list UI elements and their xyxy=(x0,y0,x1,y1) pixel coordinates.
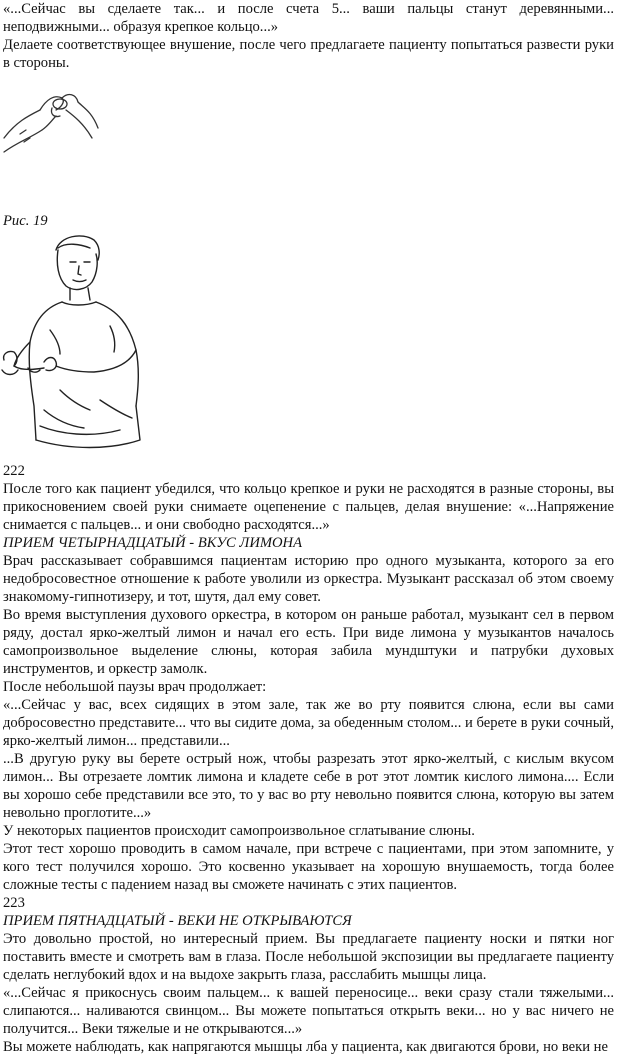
paragraph: Это довольно простой, но интересный прием. Вы предлагаете пациенту носки и пятки ног поставить вместе и смотреть вам в глаза. После небольшой экспозиции вы предлагаете пациенту сделать неглубокий вдох и на выдохе закрыть глаза, расслабить мышцы лица. xyxy=(3,931,614,983)
paragraph: У некоторых пациентов происходит самопроизвольное сглатывание слюны. xyxy=(3,823,475,839)
paragraph: «...Сейчас у вас, всех сидящих в этом зале, так же во рту появится слюна, если вы сами добросовестно представите... что вы сидите дома, за обеденным столом... и берете в руки сочный, ярко-желтый лимон... представили... xyxy=(3,697,614,749)
section-heading: ПРИЕМ ЧЕТЫРНАДЦАТЫЙ - ВКУС ЛИМОНА xyxy=(3,535,303,551)
page-number: 223 xyxy=(3,895,25,911)
paragraph: После того как пациент убедился, что кольцо крепкое и руки не расходятся в разные стороны, вы прикосновением своей руки снимаете оцепенение с пальцев, делая внушение: «...Напряжение снимается с пальцев... и они свободно расходятся...» xyxy=(3,481,614,533)
paragraph: Этот тест хорошо проводить в самом начале, при встрече с пациентами, при этом запомните, у кого тест получился хорошо. Это косвенно указывает на хорошую внушаемость, тогда более сложные тесты с падением назад вы сможете начинать с этих пациентов. xyxy=(3,841,614,893)
quote-line-2: неподвижными... образуя крепкое кольцо...» xyxy=(3,19,279,35)
hands-drawing xyxy=(0,72,110,212)
section-heading: ПРИЕМ ПЯТНАДЦАТЫЙ - ВЕКИ НЕ ОТКРЫВАЮТСЯ xyxy=(3,913,352,929)
man-illustration xyxy=(0,230,620,462)
page-number: 222 xyxy=(3,463,25,479)
quote-line-1: «...Сейчас вы сделаете так... и после счета 5... ваши пальцы станут деревянными... xyxy=(3,1,614,17)
paragraph: Во время выступления духового оркестра, в котором он раньше работал, музыкант сел в первом ряду, достал ярко-желтый лимон и начал его есть. При виде лимона у музыкантов началось самопроизвольное выделение слюны, которая забила мундштуки и патрубки духовых инструментов, и оркестр замолк. xyxy=(3,607,614,677)
paragraph: После небольшой паузы врач продолжает: xyxy=(3,679,267,695)
paragraph: ...В другую руку вы берете острый нож, чтобы разрезать этот ярко-желтый, с кислым вкусом лимон... Вы отрезаете ломтик лимона и кладете себе в рот этот ломтик кислого лимона.... Если вы хорошо себе представили все это, то у вас во рту невольно появится слюна, которую вы затем невольно проглотите...» xyxy=(3,751,614,821)
paragraph: «...Сейчас я прикоснусь своим пальцем... к вашей переносице... веки сразу стали тяжелыми... слипаются... наливаются свинцом... Вы можете попытаться открыть веки... но у вас ничего не получится... Веки тяжелые и не открываются...» xyxy=(3,985,614,1037)
paragraph: Вы можете наблюдать, как напрягаются мышцы лба у пациента, как двигаются брови, но веки не xyxy=(3,1039,608,1055)
instruction-paragraph: Делаете соответствующее внушение, после чего предлагаете пациенту попытаться развести руки в стороны. xyxy=(3,37,614,71)
man-drawing xyxy=(0,230,150,462)
paragraph: Врач рассказывает собравшимся пациентам историю про одного музыканта, которого за его недобросовестное отношение к работе уволили из оркестра. Музыкант рассказал об этом своему знакомому-гипнотизеру, и тот, шутя, дал ему совет. xyxy=(3,553,614,605)
hands-ring-illustration xyxy=(0,72,620,212)
figure-caption: Рис. 19 xyxy=(3,213,48,229)
